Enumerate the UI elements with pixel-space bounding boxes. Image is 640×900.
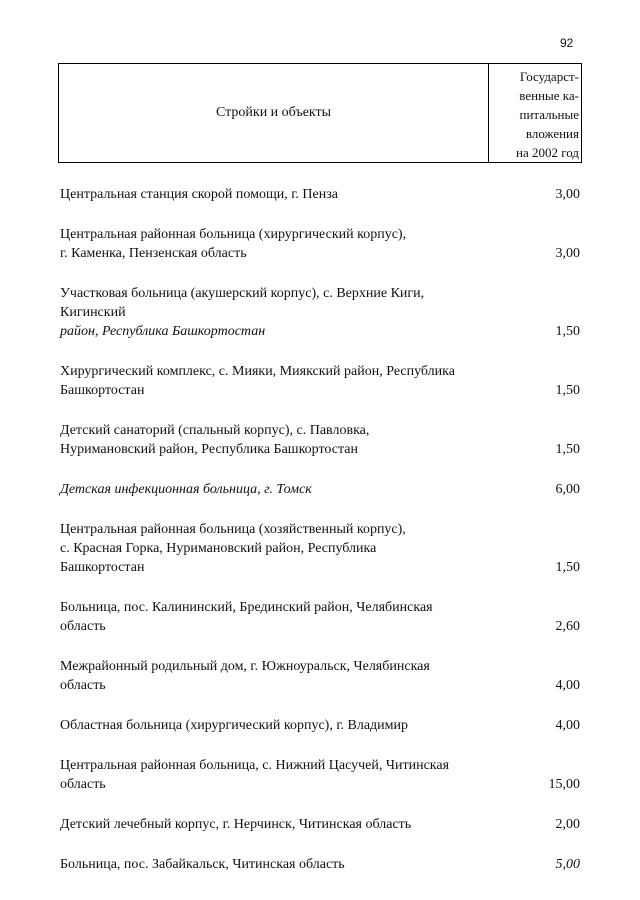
object-name-line: район, Республика Башкортостан (60, 324, 266, 339)
object-name-line: Детский лечебный корпус, г. Нерчинск, Читинская область (60, 817, 412, 832)
investment-value: 3,00 (555, 187, 580, 202)
object-name-line: Башкортостан (60, 383, 145, 398)
investment-value: 4,00 (555, 718, 580, 733)
table-header (58, 63, 582, 163)
investment-value: 4,00 (555, 678, 580, 693)
investment-value: 15,00 (548, 777, 580, 792)
object-name-line: Больница, пос. Забайкальск, Читинская область (60, 857, 345, 872)
table-row (60, 520, 580, 577)
object-name-line: Хирургический комплекс, с. Мияки, Миякский район, Республика (60, 364, 455, 379)
table-row (60, 716, 580, 735)
object-name-line: Детский санаторий (спальный корпус), с. Павловка, (60, 423, 370, 438)
object-name (60, 815, 500, 834)
object-name-line: область (60, 678, 106, 693)
objects-column-header: Стройки и объекты (215, 105, 332, 120)
page-number: 92 (560, 36, 574, 50)
object-name-line: Центральная районная больница (хирургический корпус), (60, 227, 407, 242)
object-name (60, 284, 500, 341)
investment-header-line: питальные (519, 107, 579, 122)
investment-value: 1,50 (555, 442, 580, 457)
object-name (60, 716, 500, 735)
object-name (60, 185, 500, 204)
table-row (60, 480, 580, 499)
table-row (60, 756, 580, 794)
object-name-line: Башкортостан (60, 560, 145, 575)
object-name-line: область (60, 619, 106, 634)
object-name (60, 657, 500, 695)
investment-column-header (488, 64, 581, 162)
object-name-line: Детская инфекционная больница, г. Томск (60, 482, 312, 497)
table-row (60, 815, 580, 834)
table-row (60, 657, 580, 695)
investment-value: 5,00 (555, 857, 580, 872)
object-name (60, 598, 500, 636)
object-name-line: Центральная районная больница (хозяйственный корпус), (60, 522, 406, 537)
table-row (60, 185, 580, 204)
investment-header-line: вложения (525, 126, 579, 141)
investment-value: 6,00 (555, 482, 580, 497)
investment-value: 2,00 (555, 817, 580, 832)
investment-value: 1,50 (555, 324, 580, 339)
object-name (60, 756, 500, 794)
table-row (60, 855, 580, 874)
object-name (60, 480, 500, 499)
object-name (60, 225, 500, 263)
object-name-line: г. Каменка, Пензенская область (60, 246, 247, 261)
object-name-line: Межрайонный родильный дом, г. Южноуральск, Челябинская (60, 659, 430, 674)
investment-header-line: венные ка- (519, 88, 579, 103)
object-name-line: Центральная станция скорой помощи, г. Пенза (60, 187, 338, 202)
object-name (60, 855, 500, 874)
table-body (60, 185, 580, 895)
investment-value: 1,50 (555, 560, 580, 575)
table-row (60, 284, 580, 341)
object-name (60, 520, 500, 577)
object-name (60, 421, 500, 459)
object-name-line: Областная больница (хирургический корпус), г. Владимир (60, 718, 408, 733)
investment-value: 2,60 (555, 619, 580, 634)
object-name-line: Центральная районная больница, с. Нижний Цасучей, Читинская (60, 758, 450, 773)
table-row (60, 421, 580, 459)
investment-header-line: Государст- (519, 69, 579, 84)
table-row (60, 598, 580, 636)
object-name (60, 362, 500, 400)
table-row (60, 362, 580, 400)
investment-header-line: на 2002 год (516, 145, 579, 160)
object-name-line: Кигинский (60, 305, 126, 320)
table-row (60, 225, 580, 263)
object-name-line: Участковая больница (акушерский корпус), с. Верхние Киги, (60, 286, 425, 301)
object-name-line: область (60, 777, 106, 792)
investment-value: 1,50 (555, 383, 580, 398)
investment-value: 3,00 (555, 246, 580, 261)
object-name-line: Нуримановский район, Республика Башкортостан (60, 442, 358, 457)
object-name-line: с. Красная Горка, Нуримановский район, Республика (60, 541, 377, 556)
object-name-line: Больница, пос. Калининский, Брединский район, Челябинская (60, 600, 433, 615)
